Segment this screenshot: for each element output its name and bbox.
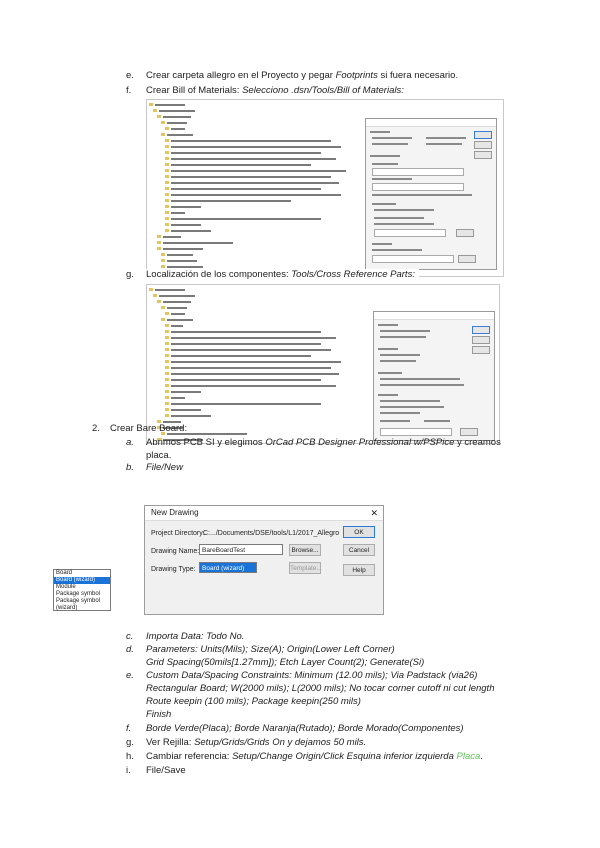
project-directory-value: C:.../Documents/DSE/tools/L1/2017_Allegro [203, 530, 340, 537]
item-e2-line2: Rectangular Board; W(2000 mils); L(2000 mils); No tocar corner cutoff ni cut length [146, 683, 495, 694]
item-h-green: Placa [456, 751, 481, 762]
item-f [146, 85, 404, 97]
drawing-type-select[interactable]: Board (wizard) [199, 562, 257, 573]
ok-button[interactable]: OK [343, 526, 375, 538]
item-f-em: Selecciono .dsn/Tools/Bill of Materials: [242, 85, 404, 96]
dialog-title: New Drawing [151, 508, 199, 517]
drawing-type-label: Drawing Type: [151, 566, 196, 573]
cross-reference-dialog [373, 311, 495, 441]
option[interactable]: Board [56, 570, 73, 576]
list-marker: c. [126, 631, 134, 642]
item-a-em: OrCad PCB Designer Professional w/PSPice [265, 437, 455, 448]
item-g-text: Localización de los componentes: [146, 269, 292, 280]
list-marker: a. [126, 437, 134, 448]
item-f-text: Crear Bill of Materials: [146, 85, 243, 96]
item-e-text: Crear carpeta allegro en el Proyecto y pegar [146, 70, 336, 81]
help-button[interactable]: Help [343, 564, 375, 576]
item-g [146, 269, 419, 281]
item-h [146, 751, 483, 763]
item-a-text2: y creamos [454, 437, 501, 448]
item-e-em: Footprints [335, 70, 378, 81]
bill-of-materials-screenshot [146, 99, 504, 277]
option[interactable]: Package symbol (wizard) [56, 598, 101, 611]
item-e2-line4: Finish [146, 709, 172, 720]
project-directory-label: Project Directory: [151, 530, 205, 537]
list-marker: i. [126, 765, 131, 776]
item-d-line1: Parameters: Units(Mils); Size(A); Origin(Lower Left Corner) [146, 644, 395, 655]
item-d-line2: Grid Spacing(50mils[1.27mm]); Etch Layer Count(2); Generate(Si) [146, 657, 425, 668]
item-e2-line1: Custom Data/Spacing Constraints: Minimum (12.00 mils); Via Padstack (via26) [146, 670, 478, 681]
item-a [146, 437, 501, 449]
list-marker: g. [126, 269, 134, 280]
dialog-titlebar [145, 506, 383, 521]
cancel-button[interactable]: Cancel [343, 544, 375, 556]
drawing-type-options[interactable] [53, 569, 111, 611]
list-marker: h. [126, 751, 134, 762]
close-icon[interactable]: ✕ [370, 508, 378, 518]
option-selected[interactable]: Board (wizard) [54, 577, 110, 584]
list-marker: f. [126, 723, 132, 734]
item-a-cont: placa. [146, 450, 172, 461]
item-f2: Borde Verde(Placa); Borde Naranja(Rutado); Borde Morado(Componentes) [146, 723, 464, 734]
option[interactable]: Package symbol [56, 591, 101, 597]
item-i: File/Save [146, 765, 186, 776]
item-h-tail: . [480, 751, 483, 762]
list-marker: d. [126, 644, 134, 655]
drawing-name-label: Drawing Name: [151, 548, 200, 555]
item-c: Importa Data: Todo No. [146, 631, 245, 642]
bom-dialog [365, 118, 497, 270]
cross-reference-screenshot [146, 284, 500, 444]
item-g-em: Tools/Cross Reference Parts: [291, 269, 415, 280]
item-a-text: Abrimos PCB SI y elegimos [146, 437, 266, 448]
list-marker: e. [126, 70, 134, 81]
item-h-em: Setup/Change Origin/Click Esquina inferior izquierda [232, 751, 457, 762]
list-marker: g. [126, 737, 134, 748]
list-marker: f. [126, 85, 132, 96]
item-2: Crear Bare Board: [110, 423, 188, 434]
list-marker: b. [126, 462, 134, 473]
drawing-name-input[interactable]: BareBoardTest [199, 544, 283, 555]
option[interactable]: Module [56, 584, 76, 590]
list-marker: 2. [92, 423, 100, 434]
item-e [146, 70, 458, 82]
browse-button[interactable]: Browse... [289, 544, 321, 556]
list-marker: e. [126, 670, 134, 681]
item-h-text: Cambiar referencia: [146, 751, 233, 762]
item-b: File/New [146, 462, 183, 473]
template-button[interactable]: Template... [289, 562, 321, 574]
item-g2 [146, 737, 366, 749]
item-e2-line3: Route keepin (100 mils); Package keepin(250 mils) [146, 696, 361, 707]
item-g2-em: Setup/Grids/Grids On y dejamos 50 mils. [194, 737, 367, 748]
new-drawing-dialog [144, 505, 384, 615]
item-g2-text: Ver Rejilla: [146, 737, 195, 748]
item-e-tail: si fuera necesario. [377, 70, 459, 81]
